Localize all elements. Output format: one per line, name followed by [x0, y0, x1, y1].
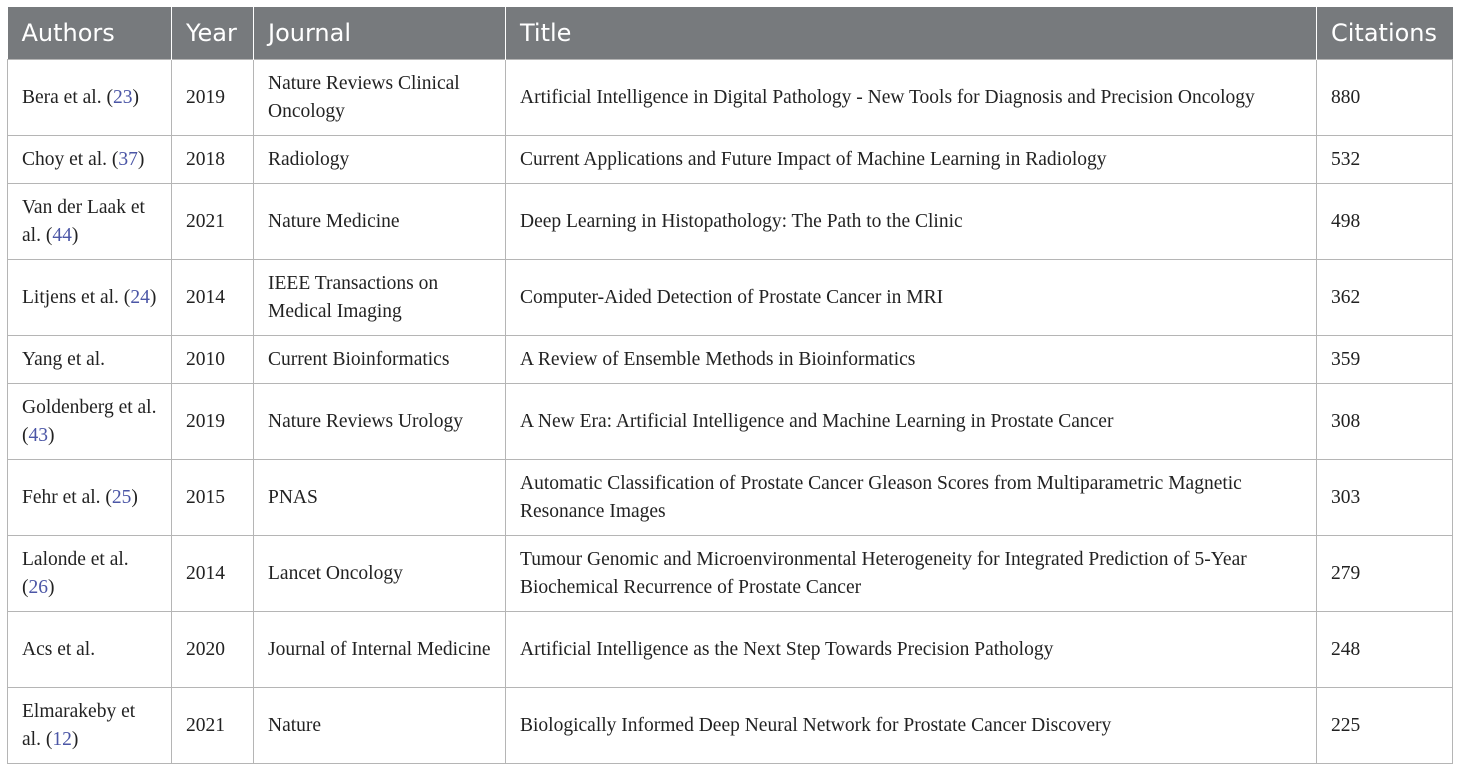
reference-link[interactable]: 44 — [52, 224, 72, 246]
cell-year: 2018 — [172, 136, 254, 184]
header-citations: Citations — [1317, 7, 1453, 60]
cell-journal: Nature Medicine — [254, 184, 506, 260]
cell-authors — [8, 60, 172, 136]
table-header — [8, 7, 1453, 60]
reference-link[interactable]: 24 — [130, 286, 150, 308]
table-body — [8, 60, 1453, 764]
cell-title: Current Applications and Future Impact of Machine Learning in Radiology — [506, 136, 1317, 184]
cell-title: Deep Learning in Histopathology: The Path to the Clinic — [506, 184, 1317, 260]
authors-suffix: ) — [48, 576, 55, 598]
authors-suffix: ) — [71, 224, 79, 246]
cell-year: 2021 — [172, 184, 254, 260]
cell-authors — [8, 260, 172, 336]
table-row — [8, 260, 1453, 336]
cell-year: 2010 — [172, 336, 254, 384]
table-row — [8, 136, 1453, 184]
cell-title: Artificial Intelligence in Digital Pathology - New Tools for Diagnosis and Precision Oncology — [506, 60, 1317, 136]
table-row — [8, 60, 1453, 136]
authors-text: Van der Laak et al. ( — [22, 196, 145, 246]
authors-text: Yang et al. — [22, 348, 106, 370]
cell-citations: 225 — [1317, 688, 1453, 764]
cell-citations: 308 — [1317, 384, 1453, 460]
cell-authors — [8, 612, 172, 688]
authors-suffix: ) — [48, 424, 55, 446]
header-authors: Authors — [8, 7, 172, 60]
cell-citations: 248 — [1317, 612, 1453, 688]
cell-citations: 303 — [1317, 460, 1453, 536]
cell-year: 2015 — [172, 460, 254, 536]
table-row — [8, 536, 1453, 612]
authors-suffix: ) — [131, 486, 138, 508]
cell-citations: 362 — [1317, 260, 1453, 336]
cell-citations: 498 — [1317, 184, 1453, 260]
cell-authors — [8, 136, 172, 184]
header-row — [8, 7, 1453, 60]
cell-authors — [8, 536, 172, 612]
cell-title: Biologically Informed Deep Neural Network for Prostate Cancer Discovery — [506, 688, 1317, 764]
cell-journal: Journal of Internal Medicine — [254, 612, 506, 688]
authors-text: Goldenberg et al. ( — [22, 396, 157, 446]
table-row — [8, 384, 1453, 460]
authors-suffix: ) — [132, 86, 139, 108]
reference-link[interactable]: 37 — [118, 148, 138, 170]
cell-authors — [8, 184, 172, 260]
cell-authors — [8, 384, 172, 460]
cell-authors — [8, 460, 172, 536]
cell-citations: 880 — [1317, 60, 1453, 136]
cell-title: Computer-Aided Detection of Prostate Cancer in MRI — [506, 260, 1317, 336]
cell-authors — [8, 336, 172, 384]
authors-text: Bera et al. ( — [22, 86, 113, 108]
cell-journal: Nature Reviews Clinical Oncology — [254, 60, 506, 136]
authors-text: Elmarakeby et al. ( — [22, 700, 136, 750]
authors-text: Fehr et al. ( — [22, 486, 112, 508]
table-row — [8, 688, 1453, 764]
cell-title: Artificial Intelligence as the Next Step Towards Precision Pathology — [506, 612, 1317, 688]
top-cited-papers-table — [7, 7, 1453, 764]
reference-link[interactable]: 25 — [111, 486, 132, 508]
cell-journal: Current Bioinformatics — [254, 336, 506, 384]
cell-year: 2020 — [172, 612, 254, 688]
cell-journal: Lancet Oncology — [254, 536, 506, 612]
header-title: Title — [506, 7, 1317, 60]
table-row — [8, 184, 1453, 260]
authors-text: Litjens et al. ( — [22, 286, 131, 308]
cell-citations: 532 — [1317, 136, 1453, 184]
table-row — [8, 336, 1453, 384]
cell-year: 2014 — [172, 260, 254, 336]
cell-title: A New Era: Artificial Intelligence and Machine Learning in Prostate Cancer — [506, 384, 1317, 460]
cell-journal: IEEE Transactions on Medical Imaging — [254, 260, 506, 336]
cell-citations: 279 — [1317, 536, 1453, 612]
cell-year: 2021 — [172, 688, 254, 764]
cell-title: Tumour Genomic and Microenvironmental Heterogeneity for Integrated Prediction of 5-Year Biochemical Recurrence of Prostate Cancer — [506, 536, 1317, 612]
cell-journal: Radiology — [254, 136, 506, 184]
table-row — [8, 460, 1453, 536]
authors-suffix: ) — [137, 148, 145, 170]
reference-link[interactable]: 43 — [28, 424, 48, 446]
cell-year: 2014 — [172, 536, 254, 612]
citations-table-container — [7, 7, 1452, 764]
authors-suffix: ) — [149, 286, 157, 308]
authors-text: Choy et al. ( — [22, 148, 119, 170]
reference-link[interactable]: 23 — [112, 86, 133, 108]
cell-title: Automatic Classification of Prostate Cancer Gleason Scores from Multiparametric Magnetic Resonance Images — [506, 460, 1317, 536]
header-journal: Journal — [254, 7, 506, 60]
authors-text: Acs et al. — [22, 638, 96, 660]
cell-journal: Nature Reviews Urology — [254, 384, 506, 460]
table-row — [8, 612, 1453, 688]
cell-year: 2019 — [172, 384, 254, 460]
cell-title: A Review of Ensemble Methods in Bioinformatics — [506, 336, 1317, 384]
header-year: Year — [172, 7, 254, 60]
cell-year: 2019 — [172, 60, 254, 136]
authors-text: Lalonde et al. ( — [22, 548, 129, 598]
cell-authors — [8, 688, 172, 764]
reference-link[interactable]: 12 — [52, 728, 72, 750]
cell-journal: Nature — [254, 688, 506, 764]
reference-link[interactable]: 26 — [28, 576, 48, 598]
authors-suffix: ) — [71, 728, 79, 750]
cell-citations: 359 — [1317, 336, 1453, 384]
cell-journal: PNAS — [254, 460, 506, 536]
